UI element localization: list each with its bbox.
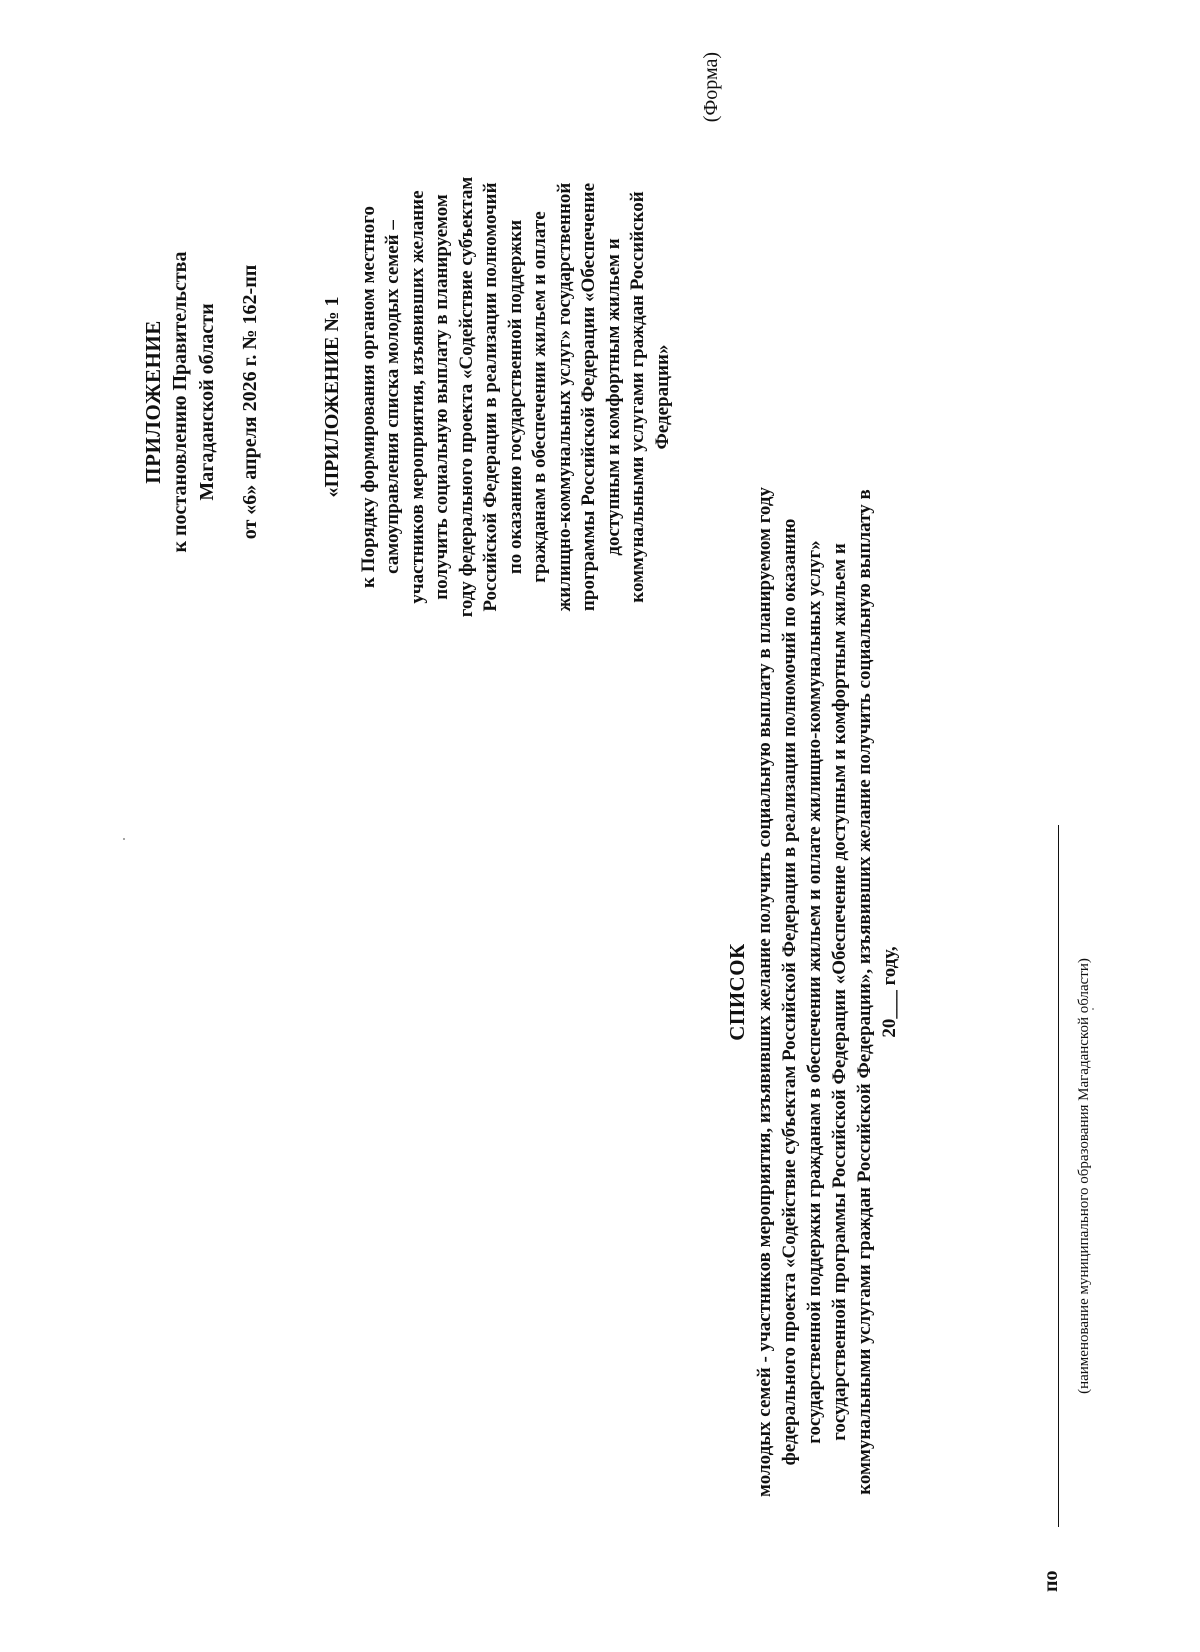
po-label: по bbox=[1040, 1570, 1062, 1592]
appendix-date: от «6» апреля 2026 г. № 162-пп bbox=[239, 264, 261, 540]
appendix-title: ПРИЛОЖЕНИЕ bbox=[141, 320, 165, 484]
list-line: молодых семей - участников мероприятия, изъявивших желание получить социальную выплату в планируемом году bbox=[754, 487, 775, 1497]
list-line: государственной поддержки гражданам в обеспечении жильем и оплате жилищно-коммунальных услуг» bbox=[804, 540, 825, 1444]
appendix-line-2: Магаданской области bbox=[196, 303, 218, 501]
list-line: 20___ году, bbox=[879, 946, 900, 1038]
order-line: программы Российской Федерации «Обеспечение bbox=[578, 182, 599, 612]
order-line: Федерации» bbox=[651, 344, 673, 450]
appendix-line-1: к постановлению Правительства bbox=[169, 251, 191, 553]
order-line: получить социальную выплату в планируемом bbox=[431, 194, 452, 600]
municipality-blank-line bbox=[1058, 825, 1059, 1527]
list-line: государственной программы Российской Федерации «Обеспечение доступным и комфортным жильем и bbox=[829, 543, 850, 1441]
order-line: коммунальными услугами граждан Российской bbox=[627, 191, 648, 603]
order-line: участников мероприятия, изъявивших желание bbox=[406, 190, 428, 604]
list-line: коммунальными услугами граждан Российской Федерации», изъявивших желание получить социальную выплату в bbox=[854, 489, 875, 1495]
order-appendix-block bbox=[320, 97, 675, 697]
municipality-caption: (наименование муниципального образования Магаданской области) bbox=[1076, 958, 1092, 1394]
order-line: самоуправления списка молодых семей – bbox=[382, 220, 403, 574]
list-title: СПИСОК bbox=[725, 943, 749, 1041]
order-line: Российской Федерации в реализации полномочий bbox=[480, 182, 501, 612]
order-appendix-title: «ПРИЛОЖЕНИЕ № 1 bbox=[321, 296, 343, 498]
order-line: доступным и комфортным жильем и bbox=[602, 238, 624, 556]
list-line: федерального проекта «Содействие субъектам Российской Федерации в реализации полномочий по оказанию bbox=[779, 518, 800, 1466]
appendix-header bbox=[140, 232, 264, 572]
order-line: к Порядку формирования органом местного bbox=[357, 206, 379, 588]
order-line: по оказанию государственной поддержки bbox=[504, 219, 526, 575]
list-block bbox=[725, 392, 902, 1592]
order-line: году федерального проекта «Содействие субъектам bbox=[455, 176, 477, 618]
scan-speck bbox=[123, 838, 125, 840]
order-line: жилищно-коммунальных услуг» государственной bbox=[553, 182, 575, 612]
scan-speck bbox=[1092, 1008, 1094, 1010]
order-line: гражданам в обеспечении жильем и оплате bbox=[529, 211, 550, 583]
form-label: (Форма) bbox=[700, 52, 722, 123]
